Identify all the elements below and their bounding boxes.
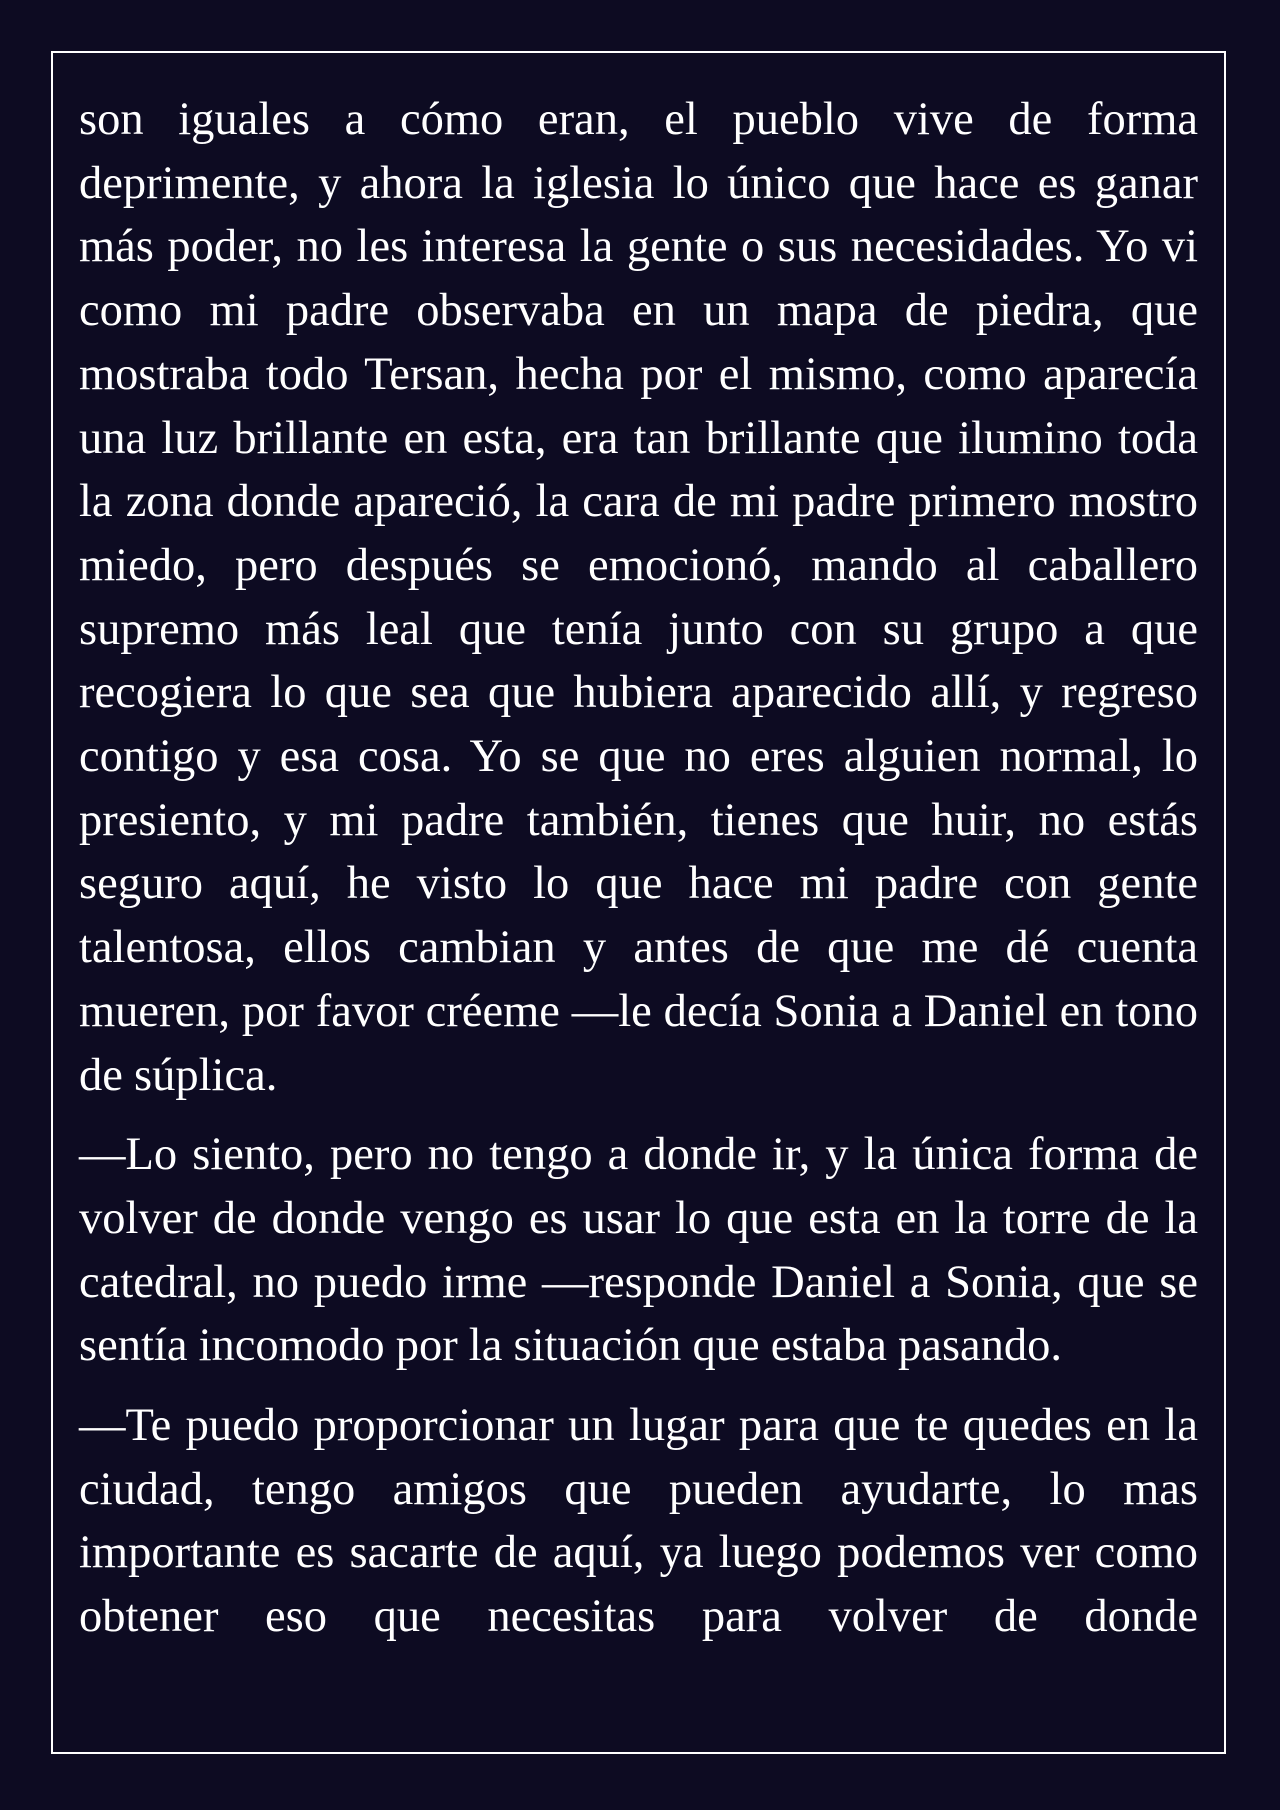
page-frame [51, 51, 1226, 1754]
paragraph-3: —Te puedo proporcionar un lugar para que te quedes en la ciudad, tengo amigos que pueden ayudarte, lo mas importante es sacarte de aquí, ya luego podemos ver como obtener eso que necesitas para volver de donde [79, 1400, 1198, 1643]
paragraph-2: —Lo siento, pero no tengo a donde ir, y la única forma de volver de donde vengo es usar lo que esta en la torre de la catedral, no puedo irme —responde Daniel a Sonia, que se sentía incomodo por la situación que estaba pasando. [79, 1129, 1198, 1372]
paragraph-1: son iguales a cómo eran, el pueblo vive de forma deprimente, y ahora la iglesia lo único que hace es ganar más poder, no les interesa la gente o sus necesidades. Yo vi como mi padre observaba en un mapa de piedra, que mostraba todo Tersan, hecha por el mismo, como aparecía una luz brillante en esta, era tan brillante que ilumino toda la zona donde apareció, la cara de mi padre primero mostro miedo, pero después se emocionó, mando al caballero supremo más leal que tenía junto con su grupo a que recogiera lo que sea que hubiera aparecido allí, y regreso contigo y esa cosa. Yo se que no eres alguien normal, lo presiento, y mi padre también, tienes que huir, no estás seguro aquí, he visto lo que hace mi padre con gente talentosa, ellos cambian y antes de que me dé cuenta mueren, por favor créeme —le decía Sonia a Daniel en tono de súplica. [79, 94, 1198, 1101]
